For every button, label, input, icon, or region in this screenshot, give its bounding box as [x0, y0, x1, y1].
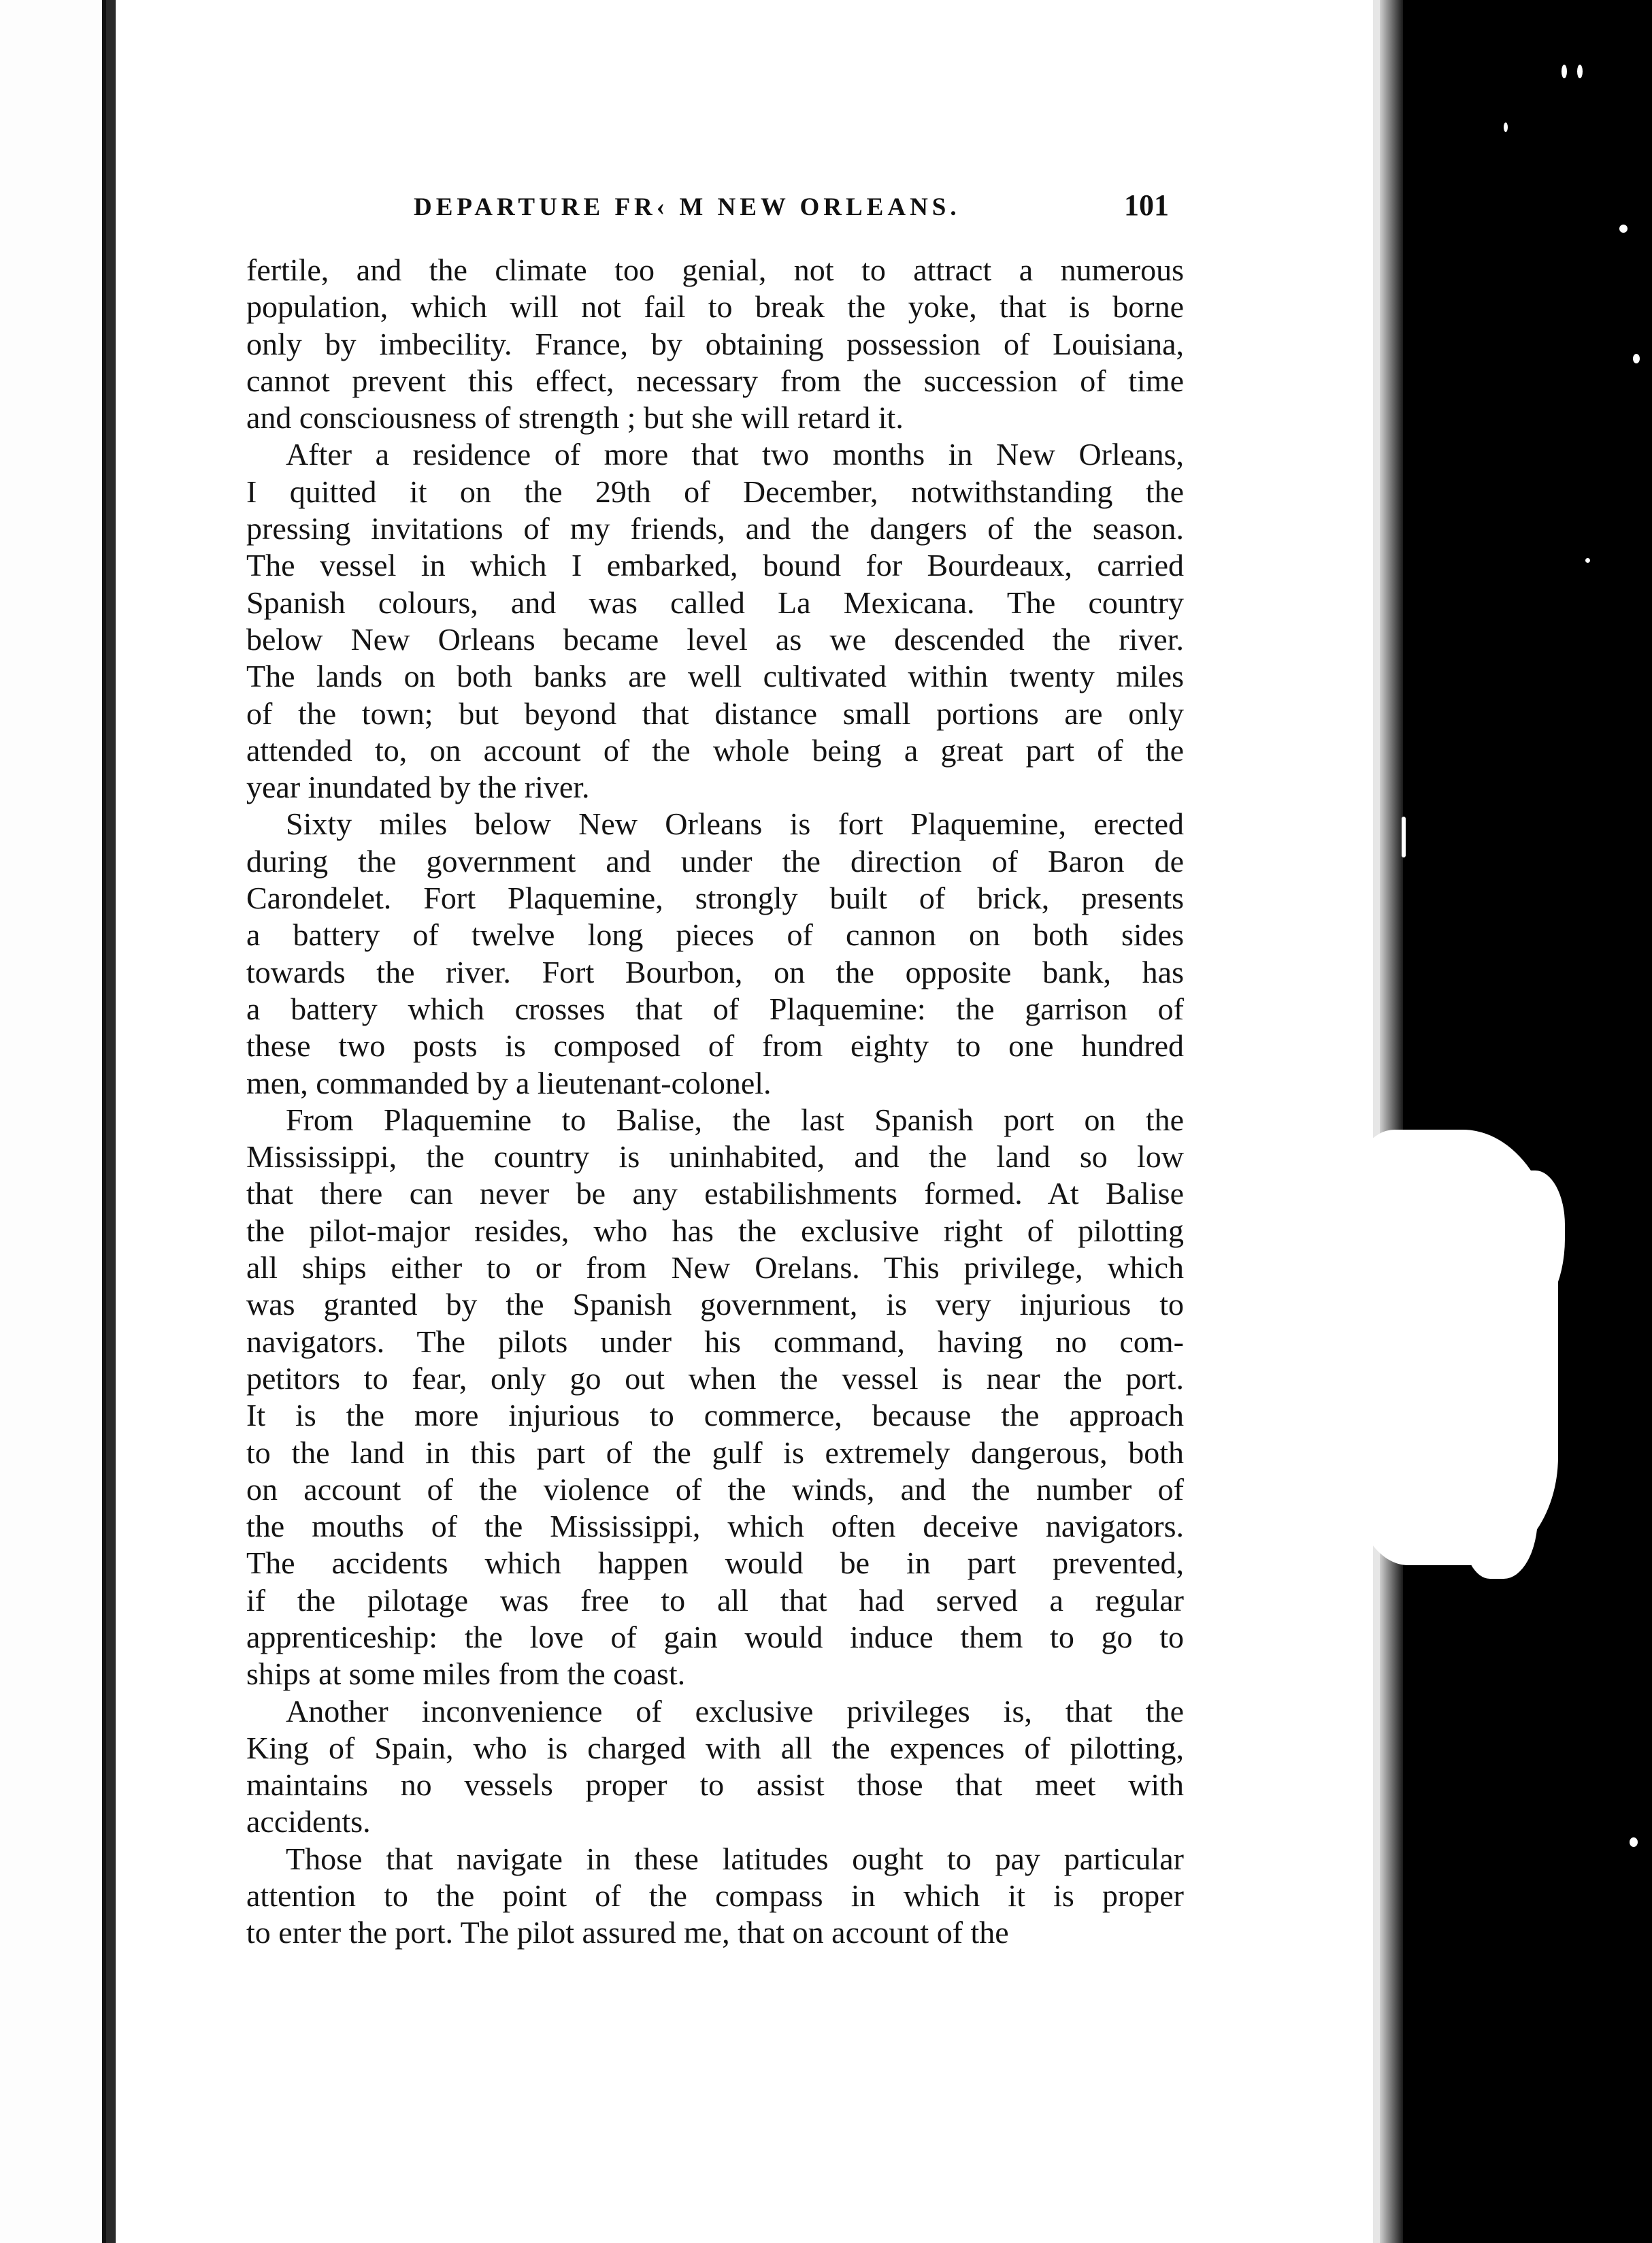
text-line: and consciousness of strength ; but she will retard it.	[246, 400, 904, 436]
paragraph	[246, 436, 1184, 806]
text-line: of the town; but beyond that distance small portions are only	[246, 695, 1184, 731]
text-line: I quitted it on the 29th of December, notwithstanding the	[246, 474, 1184, 509]
text-line: fertile, and the climate too genial, not to attract a numerous	[246, 252, 1184, 287]
binding-gutter	[106, 0, 116, 2243]
text-line: a battery which crosses that of Plaquemine: the garrison of	[246, 991, 1184, 1026]
text-line: below New Orleans became level as we descended the river.	[246, 621, 1184, 657]
text-line: From Plaquemine to Balise, the last Spanish port on the	[286, 1102, 1184, 1137]
facing-page-edge	[0, 0, 106, 2243]
dust-speck	[1504, 122, 1508, 132]
text-line: men, commanded by a lieutenant-colonel.	[246, 1065, 772, 1100]
text-line: petitors to fear, only go out when the vessel is near the port.	[246, 1360, 1184, 1396]
text-line: apprenticeship: the love of gain would induce them to go to	[246, 1619, 1184, 1654]
text-line: After a residence of more that two months in New Orleans,	[286, 437, 1184, 472]
text-line: Sixty miles below New Orleans is fort Plaquemine, erected	[286, 806, 1184, 842]
dust-speck	[1630, 1837, 1638, 1847]
paragraph	[246, 1693, 1184, 1841]
dust-speck	[1562, 65, 1567, 78]
text-line: Those that navigate in these latitudes ought to pay particular	[286, 1841, 1184, 1876]
text-line: to enter the port. The pilot assured me, that on account of the	[246, 1915, 1009, 1950]
text-line: during the government and under the direction of Baron de	[246, 843, 1184, 879]
text-line: accidents.	[246, 1804, 371, 1839]
dust-speck	[1585, 558, 1590, 563]
text-line: The vessel in which I embarked, bound for Bourdeaux, carried	[246, 548, 1184, 583]
text-line: maintains no vessels proper to assist those that meet with	[246, 1767, 1184, 1803]
text-line: Another inconvenience of exclusive privileges is, that the	[286, 1693, 1184, 1729]
paragraph	[246, 806, 1184, 1101]
text-line: It is the more injurious to commerce, because the approach	[246, 1398, 1184, 1433]
text-line: if the pilotage was free to all that had served a regular	[246, 1582, 1184, 1618]
text-line: these two posts is composed of from eighty to one hundred	[246, 1028, 1184, 1064]
page-edge-shadow	[1380, 0, 1403, 2243]
text-line: Carondelet. Fort Plaquemine, strongly built of brick, presents	[246, 881, 1184, 916]
text-line: population, which will not fail to break the yoke, that is borne	[246, 289, 1184, 325]
text-line: attention to the point of the compass in which it is proper	[246, 1878, 1184, 1914]
text-line: navigators. The pilots under his command, having no com-	[246, 1324, 1184, 1359]
text-line: the pilot-major resides, who has the exclusive right of pilotting	[246, 1213, 1184, 1248]
text-line: was granted by the Spanish government, is very injurious to	[246, 1287, 1184, 1322]
paragraph	[246, 252, 1184, 436]
paragraph	[246, 1102, 1184, 1693]
text-line: pressing invitations of my friends, and the dangers of the season.	[246, 511, 1184, 546]
text-line: Mississippi, the country is uninhabited, and the land so low	[246, 1139, 1184, 1175]
text-line: The lands on both banks are well cultivated within twenty miles	[246, 659, 1184, 694]
dust-speck	[1577, 65, 1583, 78]
body-text	[246, 252, 1184, 1952]
paragraph	[246, 1841, 1184, 1952]
text-line: a battery of twelve long pieces of cannon on both sides	[246, 917, 1184, 953]
text-line: only by imbecility. France, by obtaining possession of Louisiana,	[246, 326, 1184, 361]
text-line: the mouths of the Mississippi, which often deceive navigators.	[246, 1509, 1184, 1544]
running-head: DEPARTURE FR‹ M NEW ORLEANS.	[414, 193, 961, 221]
dust-speck	[1619, 225, 1628, 233]
text-line: cannot prevent this effect, necessary from the succession of time	[246, 363, 1184, 398]
text-line: Spanish colours, and was called La Mexicana. The country	[246, 585, 1184, 620]
text-line: that there can never be any estabilishments formed. At Balise	[246, 1176, 1184, 1211]
text-line: towards the river. Fort Bourbon, on the opposite bank, has	[246, 954, 1184, 989]
text-line: year inundated by the river.	[246, 770, 590, 805]
text-line: King of Spain, who is charged with all the expences of pilotting,	[246, 1730, 1184, 1765]
text-line: on account of the violence of the winds, and the number of	[246, 1471, 1184, 1507]
text-line: attended to, on account of the whole being a great part of the	[246, 732, 1184, 768]
text-line: ships at some miles from the coast.	[246, 1656, 686, 1692]
text-line: all ships either to or from New Orelans. This privilege, which	[246, 1250, 1184, 1286]
text-line: to the land in this part of the gulf is extremely dangerous, both	[246, 1435, 1184, 1470]
page-number: 101	[1124, 189, 1169, 222]
text-line: The accidents which happen would be in part prevented,	[246, 1545, 1184, 1581]
dust-speck	[1402, 817, 1406, 857]
dust-speck	[1633, 354, 1640, 363]
